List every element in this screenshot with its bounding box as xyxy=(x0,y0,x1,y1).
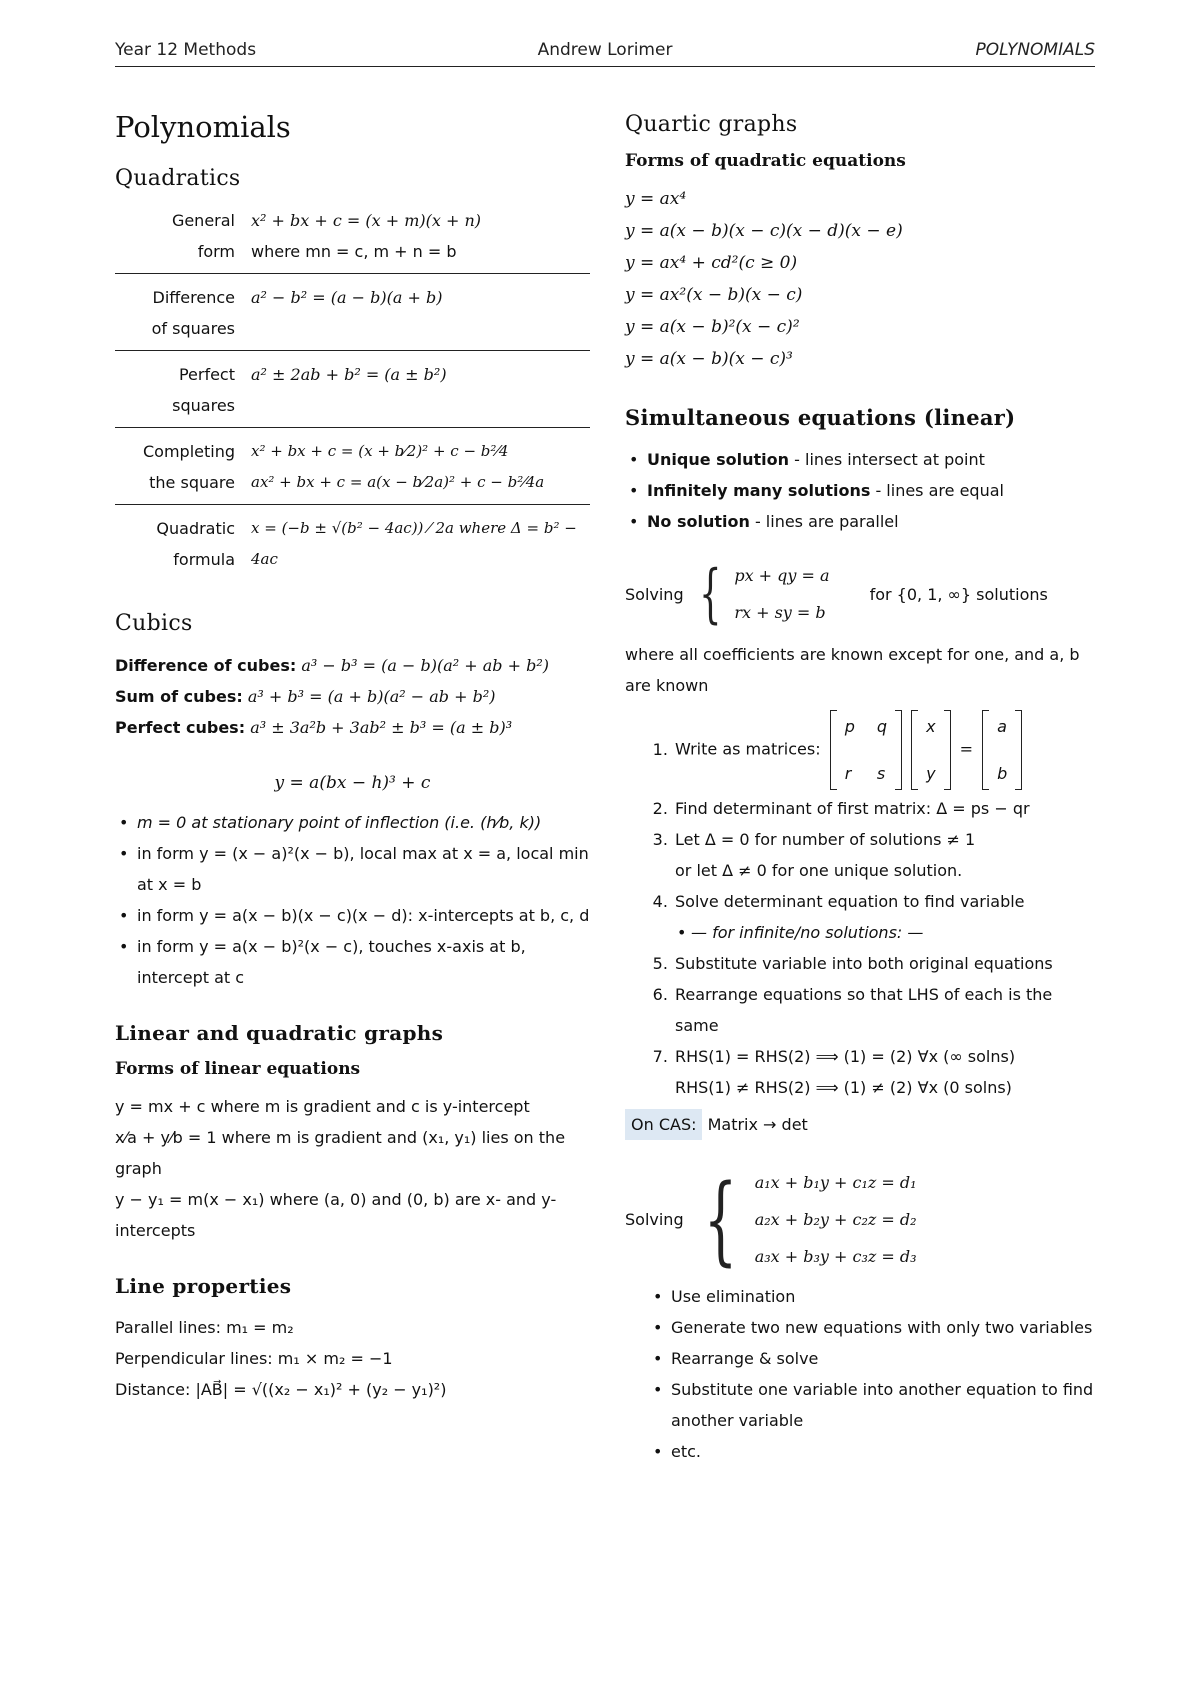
row-label: Completing xyxy=(142,442,235,461)
matrix-cell: q xyxy=(876,717,888,736)
brace-icon: { xyxy=(703,1163,737,1276)
quadratics-heading: Quadratics xyxy=(115,166,241,191)
list-item: • in form y = (x − a)²(x − b), local max at x = a, local min at x = b xyxy=(133,838,590,900)
table-row xyxy=(115,205,590,274)
row-label: the square xyxy=(149,473,235,492)
system-equations xyxy=(755,1164,917,1275)
step-text: or let Δ ≠ 0 for one unique solution. xyxy=(675,861,963,880)
row-label: Difference xyxy=(152,288,235,307)
matrix-cell: r xyxy=(844,764,852,783)
list-item: 2. Find determinant of first matrix: Δ = ps − qr xyxy=(673,793,1095,824)
solution-type-bold: No solution xyxy=(647,512,750,531)
list-item: • Substitute one variable into another equation to find another variable xyxy=(667,1374,1095,1436)
step-text: Write as matrices: xyxy=(675,739,821,759)
elimination-steps xyxy=(625,1281,1095,1467)
solving-label: Solving xyxy=(625,584,684,604)
header-author: Andrew Lorimer xyxy=(537,40,673,60)
list-item: • etc. xyxy=(667,1436,1095,1467)
cas-note xyxy=(625,1109,1095,1140)
matrix-cell: x xyxy=(926,717,936,736)
system-3x3 xyxy=(625,1164,1095,1275)
row-label: form xyxy=(197,242,235,261)
step-text: 7. RHS(1) = RHS(2) ⟹ (1) = (2) ∀x (∞ solns) xyxy=(675,1047,1016,1066)
page-title: Polynomials xyxy=(115,110,291,144)
row-equation: a² ± 2ab + b² = (a ± b²) xyxy=(251,365,447,384)
difference-of-cubes xyxy=(115,650,590,681)
list-item: • m = 0 at stationary point of inflection (i.e. (h⁄b, k)) xyxy=(133,807,590,838)
table-row xyxy=(115,351,590,428)
system-equation: px + qy = a xyxy=(734,566,830,585)
solution-types xyxy=(625,444,1095,537)
constant-matrix xyxy=(982,707,1022,793)
linear-form: y − y₁ = m(x − x₁) where (a, 0) and (0, b) are x- and y-intercepts xyxy=(115,1190,557,1240)
row-equation: where mn = c, m + n = b xyxy=(251,242,457,261)
cubic-general-form: y = a(bx − h)³ + c xyxy=(274,773,431,793)
step-text: 4. Solve determinant equation to find variable xyxy=(675,892,1025,911)
system-equation: rx + sy = b xyxy=(734,603,826,622)
list-item xyxy=(643,444,1095,475)
page-header xyxy=(115,38,1095,67)
linear-heading: Linear and quadratic graphs xyxy=(115,1021,444,1045)
linear-forms xyxy=(115,1091,590,1246)
quartic-heading: Quartic graphs xyxy=(625,112,798,137)
right-column xyxy=(625,100,1095,1467)
system-2x2 xyxy=(625,557,1095,631)
perfect-cubes-label: Perfect cubes: xyxy=(115,718,246,737)
matrix-cell: a xyxy=(997,717,1007,736)
table-row xyxy=(115,274,590,351)
step-text: RHS(1) ≠ RHS(2) ⟹ (1) ≠ (2) ∀x (0 solns) xyxy=(675,1078,1012,1097)
cubics-bullets xyxy=(115,807,590,993)
cubics-heading: Cubics xyxy=(115,611,193,636)
solution-type-bold: Unique solution xyxy=(647,450,790,469)
step-text: — for infinite/no solutions: — xyxy=(691,923,924,942)
quadratics-table xyxy=(115,205,590,581)
row-label: of squares xyxy=(151,319,235,338)
sum-of-cubes-eq: a³ + b³ = (a + b)(a² − ab + b²) xyxy=(247,687,496,706)
solution-type-desc: - lines are parallel xyxy=(749,512,899,531)
linear-form: x⁄a + y⁄b = 1 where m is gradient and (x₁, y₁) lies on the graph xyxy=(115,1128,566,1178)
list-item: • in form y = a(x − b)²(x − c), touches x-axis at b, intercept at c xyxy=(133,931,590,993)
matrix-cell: y xyxy=(926,764,936,783)
row-equation: x² + bx + c = (x + m)(x + n) xyxy=(251,211,482,230)
quartic-form: y = ax⁴ xyxy=(625,189,687,209)
variable-matrix xyxy=(911,707,950,793)
sum-of-cubes xyxy=(115,681,590,712)
cas-label: On CAS: xyxy=(625,1109,702,1140)
brace-icon: { xyxy=(698,557,722,631)
coefficient-matrix xyxy=(830,707,902,793)
step-text: 3. Let Δ = 0 for number of solutions ≠ 1 xyxy=(675,830,976,849)
solutions-count-text: for {0, 1, ∞} solutions xyxy=(869,584,1048,604)
list-item xyxy=(643,475,1095,506)
solution-steps xyxy=(625,707,1095,1103)
linear-form: y = mx + c where m is gradient and c is y-intercept xyxy=(115,1097,530,1116)
perfect-cubes xyxy=(115,712,590,743)
list-item: 1. Write as matrices: p q r s x y = a b xyxy=(673,707,1095,793)
left-column xyxy=(115,100,590,1405)
list-item: 6. Rearrange equations so that LHS of each is the same xyxy=(673,979,1095,1041)
solution-type-bold: Infinitely many solutions xyxy=(647,481,871,500)
list-item xyxy=(673,886,1095,948)
difference-of-cubes-eq: a³ − b³ = (a − b)(a² + ab + b²) xyxy=(301,656,549,675)
quartic-form: y = ax⁴ + cd²(c ≥ 0) xyxy=(625,253,798,273)
system-equation: a₁x + b₁y + c₁z = d₁ xyxy=(754,1173,917,1192)
step-subitem: • — for infinite/no solutions: — xyxy=(677,923,924,942)
row-label: Perfect xyxy=(178,365,235,384)
list-item xyxy=(673,1041,1095,1103)
row-label: Quadratic xyxy=(156,519,235,538)
table-row xyxy=(115,505,590,582)
list-item: • in form y = a(x − b)(x − c)(x − d): x-intercepts at b, c, d xyxy=(133,900,590,931)
linear-subheading: Forms of linear equations xyxy=(115,1059,361,1079)
list-item: • Rearrange & solve xyxy=(667,1343,1095,1374)
perpendicular-lines: Perpendicular lines: m₁ × m₂ = −1 xyxy=(115,1349,393,1368)
difference-of-cubes-label: Difference of cubes: xyxy=(115,656,297,675)
sum-of-cubes-label: Sum of cubes: xyxy=(115,687,243,706)
perfect-cubes-eq: a³ ± 3a²b + 3ab² ± b³ = (a ± b)³ xyxy=(250,718,513,737)
row-equation: ax² + bx + c = a(x − b⁄2a)² + c − b²⁄4a xyxy=(251,473,545,491)
solution-type-desc: - lines intersect at point xyxy=(789,450,985,469)
system-equation: a₃x + b₃y + c₃z = d₃ xyxy=(754,1247,917,1266)
quartic-form: y = ax²(x − b)(x − c) xyxy=(625,285,803,305)
distance-formula: Distance: |AB⃗| = √((x₂ − x₁)² + (y₂ − y₁)²) xyxy=(115,1380,447,1399)
system-equations xyxy=(734,557,829,631)
solving-label: Solving xyxy=(625,1210,684,1229)
system-equation: a₂x + b₂y + c₂z = d₂ xyxy=(754,1210,917,1229)
row-equation: x² + bx + c = (x + b⁄2)² + c − b²⁄4 xyxy=(251,442,509,460)
row-equation: x = (−b ± √(b² − 4ac)) ⁄ 2a where Δ = b² − 4ac xyxy=(251,519,577,568)
table-row xyxy=(115,428,590,505)
list-item: • Use elimination xyxy=(667,1281,1095,1312)
row-label: squares xyxy=(172,396,235,415)
simultaneous-heading: Simultaneous equations (linear) xyxy=(625,405,1016,430)
list-item: • Generate two new equations with only two variables xyxy=(667,1312,1095,1343)
solution-type-desc: - lines are equal xyxy=(870,481,1004,500)
cas-instruction: Matrix → det xyxy=(707,1115,808,1134)
header-course: Year 12 Methods xyxy=(115,40,257,60)
quartic-form: y = a(x − b)²(x − c)² xyxy=(625,317,800,337)
quartic-forms xyxy=(625,183,1095,375)
parallel-lines: Parallel lines: m₁ = m₂ xyxy=(115,1318,294,1337)
quartic-form: y = a(x − b)(x − c)(x − d)(x − e) xyxy=(625,221,903,241)
matrix-cell: p xyxy=(844,717,855,736)
row-equation: a² − b² = (a − b)(a + b) xyxy=(251,288,443,307)
list-item: 5. Substitute variable into both original equations xyxy=(673,948,1095,979)
list-item xyxy=(673,824,1095,886)
matrix-cell: b xyxy=(997,764,1008,783)
row-label: General xyxy=(171,211,235,230)
line-properties-heading: Line properties xyxy=(115,1274,292,1298)
list-item xyxy=(643,506,1095,537)
where-text: where all coefficients are known except for one, and a, b are known xyxy=(625,645,1080,695)
quartic-form: y = a(x − b)(x − c)³ xyxy=(625,349,793,369)
header-topic: POLYNOMIALS xyxy=(975,40,1095,60)
row-label: formula xyxy=(173,550,235,569)
quartic-subheading: Forms of quadratic equations xyxy=(625,151,906,171)
matrix-cell: s xyxy=(876,764,886,783)
